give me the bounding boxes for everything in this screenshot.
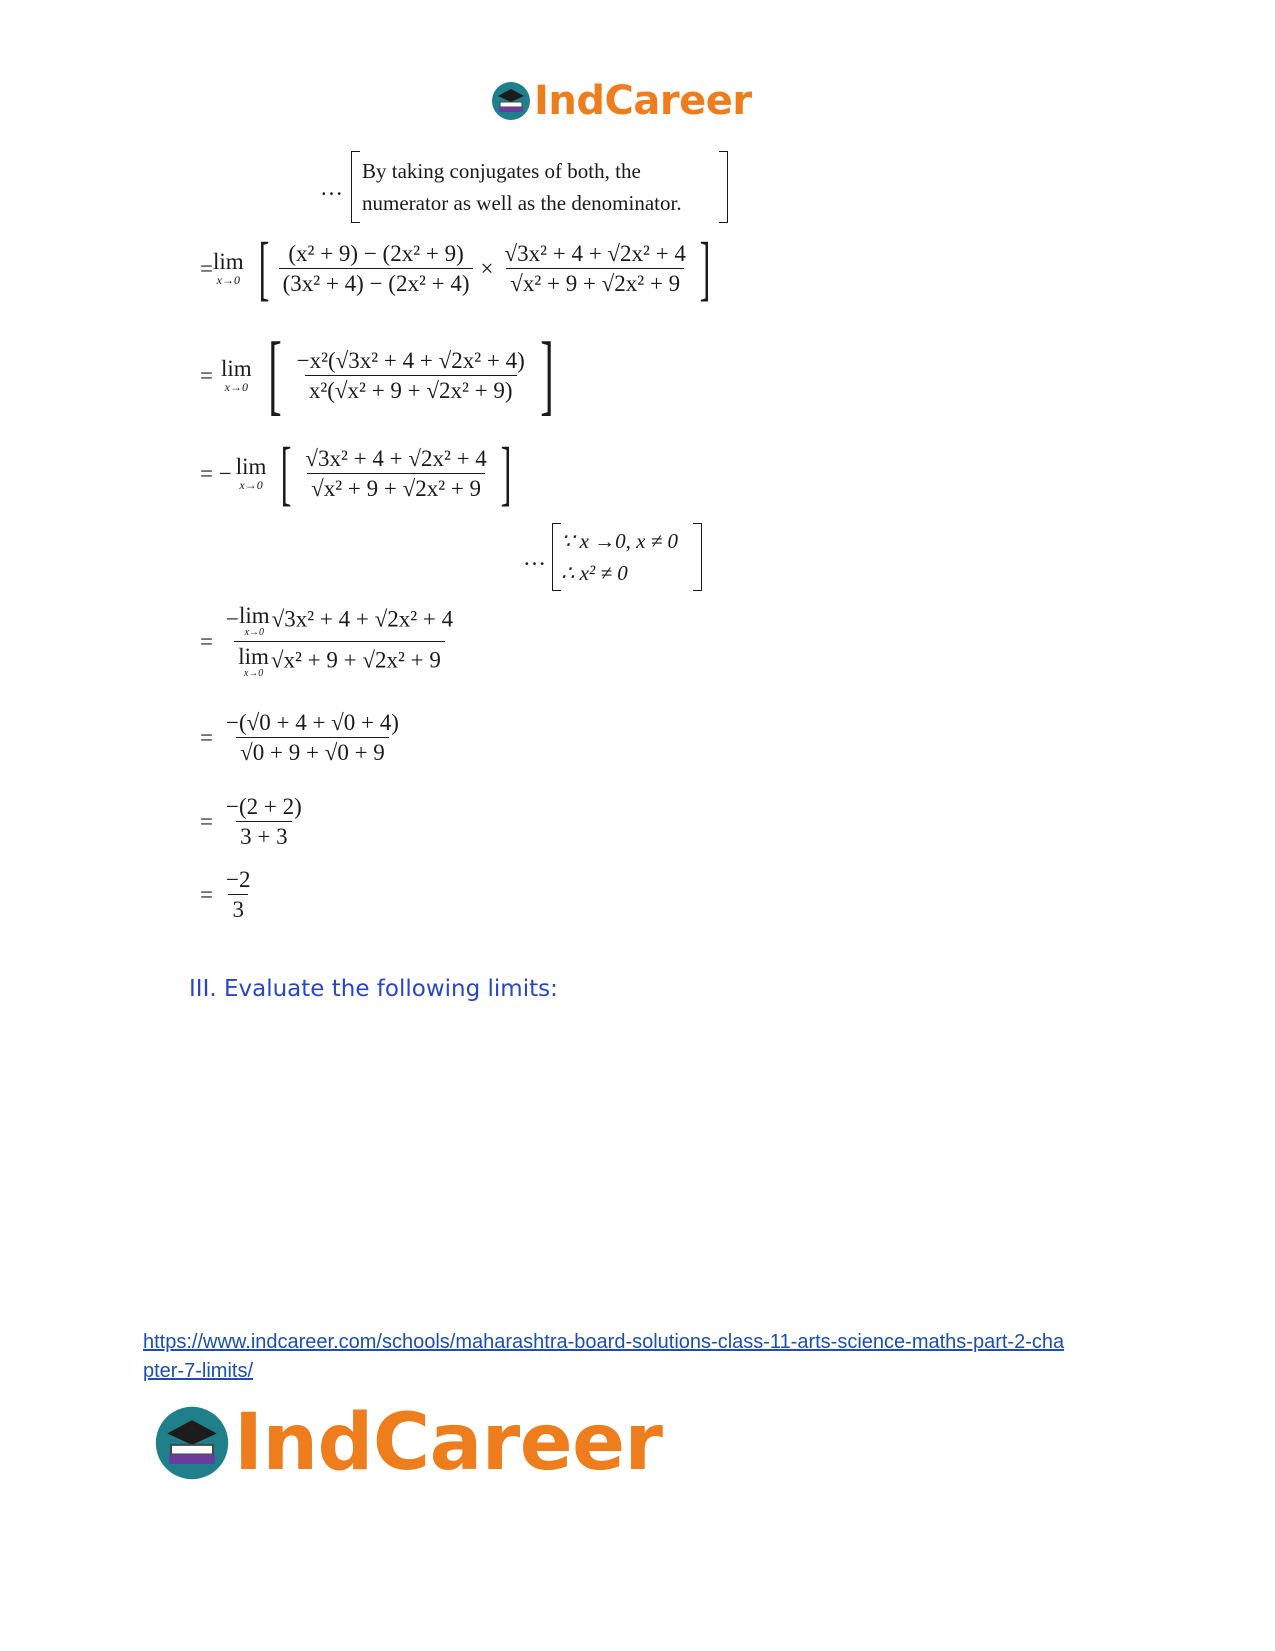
step-2 (200, 325, 562, 424)
denominator: √x² + 9 + √2x² + 9 (506, 268, 684, 295)
fraction (293, 349, 529, 402)
fraction (279, 242, 474, 295)
fraction (222, 711, 403, 764)
left-bracket: [ (280, 433, 292, 513)
limit-operator (213, 250, 244, 286)
right-bracket: ] (699, 228, 711, 308)
denominator: √x² + 9 + √2x² + 9 (307, 473, 485, 500)
step-5 (200, 711, 406, 764)
footer-logo[interactable] (152, 1398, 663, 1488)
right-bracket: ] (540, 325, 554, 424)
equals-sign: = (200, 362, 213, 388)
section-heading: III. Evaluate the following limits: (189, 976, 558, 1002)
lim-subscript: x→0 (224, 380, 248, 394)
denominator: √0 + 9 + √0 + 9 (236, 737, 389, 764)
equals-minus: = − (200, 460, 232, 486)
header-logo-text: IndCareer (534, 78, 752, 124)
equals-sign: = (200, 809, 213, 834)
step-7 (200, 868, 257, 921)
step-4 (200, 604, 460, 679)
left-bracket: [ (258, 228, 270, 308)
lim-subscript: x→0 (239, 478, 263, 492)
numerator-expression: √3x² + 4 + √2x² + 4 (271, 606, 454, 632)
step-3 (200, 433, 518, 513)
fraction (222, 795, 306, 848)
limit-operator (236, 455, 267, 491)
denominator: 3 (228, 894, 248, 921)
graduation-cap-book-icon (152, 1403, 232, 1483)
numerator: √3x² + 4 + √2x² + 4 (504, 240, 686, 266)
denominator (234, 641, 445, 679)
fraction (500, 242, 689, 295)
note-bracket (351, 151, 728, 223)
lim-text: lim (235, 454, 267, 479)
equals-sign: = (200, 629, 213, 654)
denominator-expression: √x² + 9 + √2x² + 9 (270, 647, 441, 673)
lim-text: lim (220, 356, 252, 381)
header-logo[interactable] (490, 78, 752, 124)
condition-note (523, 523, 702, 591)
numerator: √3x² + 4 + √2x² + 4 (305, 445, 487, 471)
numerator: −2 (225, 867, 251, 892)
source-link[interactable]: https://www.indcareer.com/schools/maharashtra-board-solutions-class-11-arts-science-maths-part-2-chapter-7-limits/ (143, 1331, 1065, 1382)
note-line-1: By taking conjugates of both, the (362, 159, 641, 183)
minus-sign: − (225, 606, 239, 632)
denominator: 3 + 3 (236, 821, 291, 848)
note-bracket (552, 523, 702, 591)
limit-operator (238, 645, 269, 679)
note-line-1: ∵ x →0, x ≠ 0 (561, 529, 679, 553)
limit-operator (221, 357, 252, 393)
fraction (222, 604, 457, 679)
lim-subscript: x→0 (216, 273, 240, 287)
numerator (222, 604, 457, 641)
note-line-2: numerator as well as the denominator. (362, 191, 682, 215)
numerator: (x² + 9) − (2x² + 9) (288, 240, 464, 266)
equals-sign: = (200, 255, 213, 281)
denominator: (3x² + 4) − (2x² + 4) (279, 268, 474, 295)
step-6 (200, 795, 309, 848)
step-1 (200, 228, 717, 308)
equals-sign: = (200, 725, 213, 750)
fraction (301, 447, 490, 500)
lim-subscript: x→0 (244, 627, 265, 638)
fraction (222, 868, 254, 921)
left-bracket: [ (267, 325, 282, 424)
numerator: −x²(√3x² + 4 + √2x² + 4) (296, 347, 525, 373)
times-sign: × (480, 255, 494, 281)
graduation-cap-book-icon (490, 80, 532, 122)
footer-logo-text: IndCareer (234, 1398, 663, 1488)
denominator: x²(√x² + 9 + √2x² + 9) (305, 375, 517, 402)
conjugate-note (320, 151, 728, 223)
note-line-2: ∴ x² ≠ 0 (561, 561, 628, 585)
note-dots: … (320, 174, 343, 200)
lim-text: lim (238, 644, 269, 669)
lim-subscript: x→0 (243, 668, 264, 679)
numerator: −(√0 + 4 + √0 + 4) (225, 710, 399, 735)
lim-text: lim (212, 249, 244, 274)
lim-text: lim (238, 603, 270, 628)
numerator: −(2 + 2) (225, 794, 302, 819)
note-dots: … (523, 544, 546, 570)
equals-sign: = (200, 882, 213, 907)
right-bracket: ] (500, 433, 512, 513)
limit-operator (239, 604, 270, 638)
